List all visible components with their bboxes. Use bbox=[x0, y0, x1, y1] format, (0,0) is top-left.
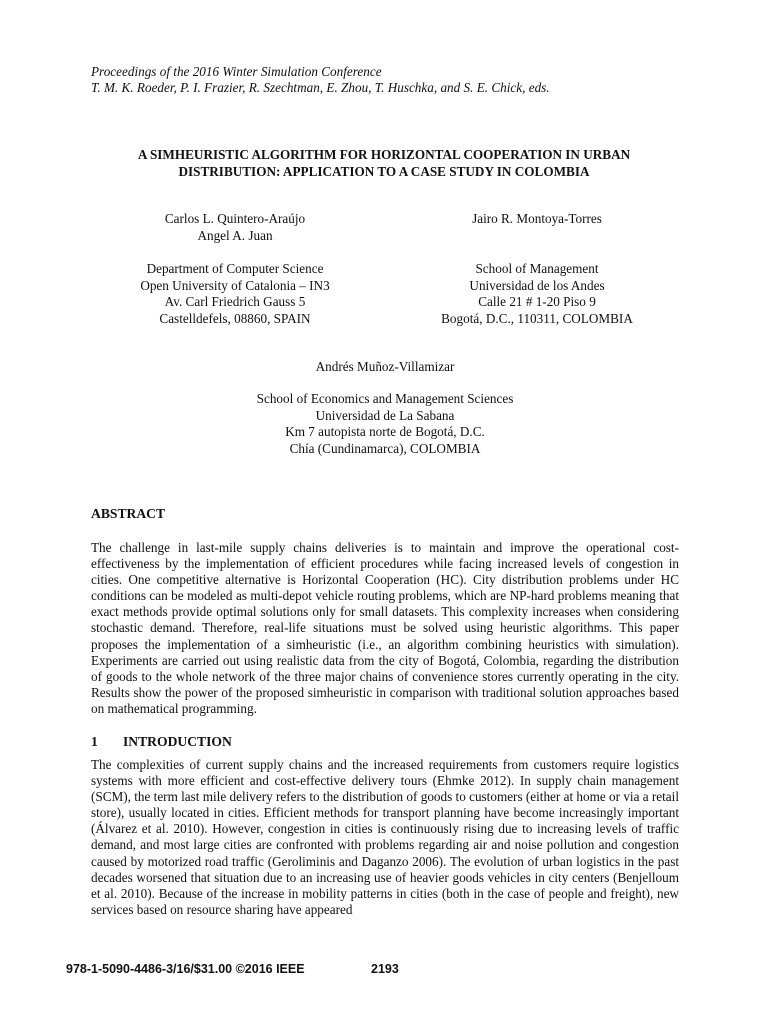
affiliation-line: Castelldefels, 08860, SPAIN bbox=[159, 310, 311, 326]
author-name: Andrés Muñoz-Villamizar bbox=[315, 359, 455, 374]
author-affiliation-center bbox=[190, 391, 580, 457]
author-block-right-names bbox=[392, 211, 682, 228]
affiliation-line: Universidad de La Sabana bbox=[315, 407, 455, 423]
paper-title bbox=[91, 146, 677, 180]
affiliation-line: School of Management bbox=[475, 261, 599, 276]
author-block-left-names bbox=[90, 211, 380, 244]
affiliation-line: Department of Computer Science bbox=[146, 261, 324, 276]
section-title: INTRODUCTION bbox=[123, 734, 232, 749]
affiliation-line: Av. Carl Friedrich Gauss 5 bbox=[164, 294, 306, 309]
author-affiliation-right bbox=[392, 261, 682, 327]
affiliation-line: Chía (Cundinamarca), COLOMBIA bbox=[289, 440, 481, 456]
footer-copyright: 978-1-5090-4486-3/16/$31.00 ©2016 IEEE bbox=[66, 962, 305, 976]
page-number: 2193 bbox=[371, 962, 399, 976]
paper-title-line-1: A SIMHEURISTIC ALGORITHM FOR HORIZONTAL COOPERATION IN URBAN bbox=[137, 147, 631, 162]
affiliation-line: Calle 21 # 1-20 Piso 9 bbox=[478, 294, 596, 309]
proceedings-header bbox=[91, 64, 550, 96]
affiliation-line: Open University of Catalonia – IN3 bbox=[140, 277, 330, 293]
author-affiliation-left bbox=[90, 261, 380, 327]
affiliation-line: Universidad de los Andes bbox=[469, 277, 605, 293]
affiliation-line: Km 7 autopista norte de Bogotá, D.C. bbox=[285, 424, 485, 439]
affiliation-line: School of Economics and Management Sciences bbox=[256, 391, 514, 406]
author-name: Carlos L. Quintero-Araújo bbox=[164, 211, 306, 226]
introduction-heading bbox=[91, 734, 232, 750]
author-block-center-names bbox=[190, 359, 580, 376]
section-number: 1 bbox=[91, 734, 98, 749]
proceedings-title: Proceedings of the 2016 Winter Simulation Conference bbox=[91, 64, 382, 79]
introduction-body: The complexities of current supply chains and the increased requirements from customers require logistics systems with more efficient and cost-effective delivery tours (Ehmke 2012). In supply chain management (SCM), the term last mile delivery refers to the distribution of goods to customers (either at home or via a retail store), usually located in cities. Efficient methods for transport planning have become increasingly important (Álvarez et al. 2010). However, congestion in cities is continuously rising due to increasing levels of traffic demand, and most large cities are confronted with problems regarding air and noise pollution and congestion caused by motorized road traffic (Geroliminis and Daganzo 2006). The evolution of urban logistics in the past decades worsened that situation due to an increasing use of heavier goods vehicles in city centers (Benjelloum et al. 2010). Because of the increase in mobility patterns in cities (both in the case of people and freight), new services based on resource sharing have appeared bbox=[91, 757, 679, 917]
affiliation-line: Bogotá, D.C., 110311, COLOMBIA bbox=[441, 310, 633, 326]
paper-title-line-2: DISTRIBUTION: APPLICATION TO A CASE STUDY IN COLOMBIA bbox=[178, 164, 590, 179]
author-name: Angel A. Juan bbox=[197, 227, 273, 243]
abstract-heading: ABSTRACT bbox=[91, 506, 166, 521]
abstract-body: The challenge in last-mile supply chains deliveries is to maintain and improve the operational cost-effectiveness by the implementation of efficient procedures while facing increased levels of congestion in cities. One competitive alternative is Horizontal Cooperation (HC). City distribution problems under HC conditions can be modeled as multi-depot vehicle routing problems, which are NP-hard problems meaning that exact methods provide optimal solutions only for small datasets. This complexity increases when considering stochastic demand. Therefore, real-life situations must be solved using heuristic algorithms. This paper proposes the implementation of a simheuristic (i.e., an algorithm combining heuristics with simulation). Experiments are carried out using realistic data from the city of Bogotá, Colombia, regarding the distribution of goods to the whole network of the three major chains of convenience stores currently operating in the city. Results show the power of the proposed simheuristic in comparison with traditional solution approaches based on mathematical programming. bbox=[91, 540, 679, 716]
author-name: Jairo R. Montoya-Torres bbox=[472, 211, 602, 226]
proceedings-editors: T. M. K. Roeder, P. I. Frazier, R. Szechtman, E. Zhou, T. Huschka, and S. E. Chick, eds. bbox=[91, 80, 550, 95]
